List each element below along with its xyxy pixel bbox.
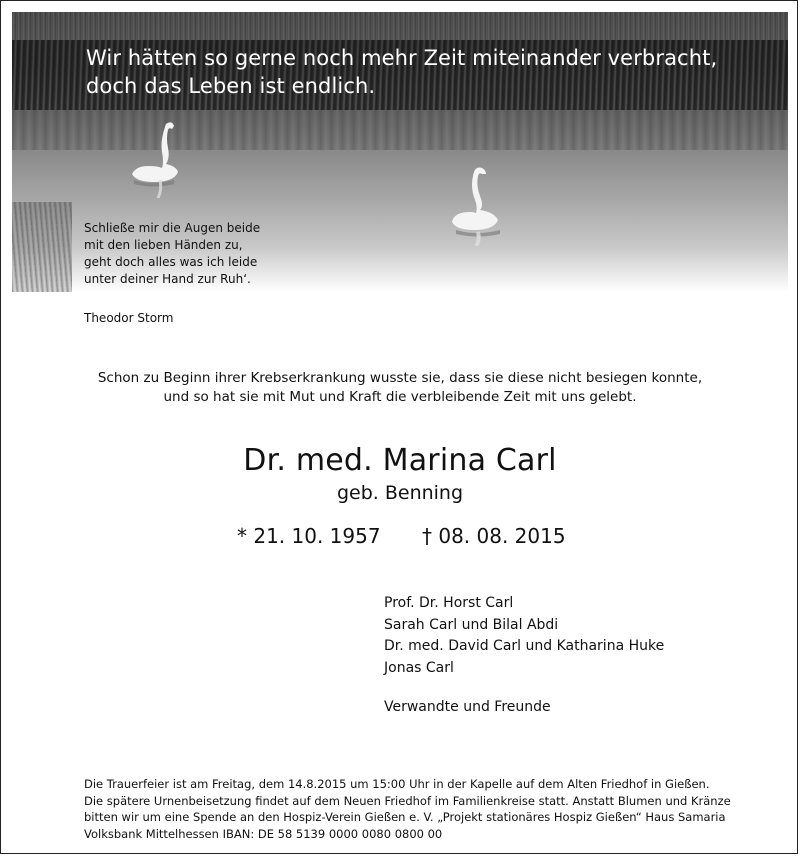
poem [84, 220, 260, 288]
intro-line: und so hat sie mit Mut und Kraft die verbleibende Zeit mit uns gelebt. [163, 389, 637, 405]
swan-icon [452, 162, 516, 246]
poem-line: Schließe mir die Augen beide [84, 221, 261, 235]
poem-line: geht doch alles was ich leide [84, 255, 258, 269]
header-quote-line: Wir hätten so gerne noch mehr Zeit miteinander verbracht, [86, 46, 718, 70]
funeral-info-line: Die Trauerfeier ist am Freitag, dem 14.8.2015 um 15:00 Uhr in der Kapelle auf dem Alten Friedhof in Gießen. [84, 777, 710, 791]
birth-date: * 21. 10. 1957 [237, 524, 381, 548]
poem-line: mit den lieben Händen zu, [84, 238, 243, 252]
far-grass [12, 12, 788, 40]
death-date: † 08. 08. 2015 [422, 524, 566, 548]
header-quote-line: doch das Leben ist endlich. [86, 74, 376, 98]
swan-icon [126, 118, 186, 198]
mourner: Sarah Carl und Bilal Abdi [384, 616, 559, 633]
relatives-and-friends: Verwandte und Freunde [384, 699, 551, 715]
funeral-info-line: bitten wir um eine Spende an den Hospiz-Verein Gießen e. V. „Projekt stationäres Hospiz Gießen“ Haus Samaria [84, 810, 726, 824]
poem-author: Theodor Storm [84, 311, 174, 325]
maiden-name: geb. Benning [336, 482, 464, 504]
deceased-name: Dr. med. Marina Carl [243, 443, 557, 478]
funeral-info [84, 776, 784, 842]
left-reeds [12, 202, 72, 292]
poem-line: unter deiner Hand zur Ruh‘. [84, 272, 251, 286]
intro-text [0, 369, 800, 407]
mourners-list [384, 593, 664, 679]
intro-line: Schon zu Beginn ihrer Krebserkrankung wusste sie, dass sie diese nicht besiegen konnte, [97, 370, 703, 386]
header-quote [86, 44, 717, 100]
mourner: Dr. med. David Carl und Katharina Huke [384, 638, 665, 654]
mourner: Jonas Carl [384, 659, 454, 676]
funeral-info-line: Volksbank Mittelhessen IBAN: DE 58 5139 0000 0080 0800 00 [84, 826, 443, 841]
funeral-info-line: Die spätere Urnenbeisetzung findet auf dem Neuen Friedhof im Familienkreise statt. Anstatt Blumen und Kränze [84, 793, 731, 808]
mourner: Prof. Dr. Horst Carl [384, 595, 514, 611]
